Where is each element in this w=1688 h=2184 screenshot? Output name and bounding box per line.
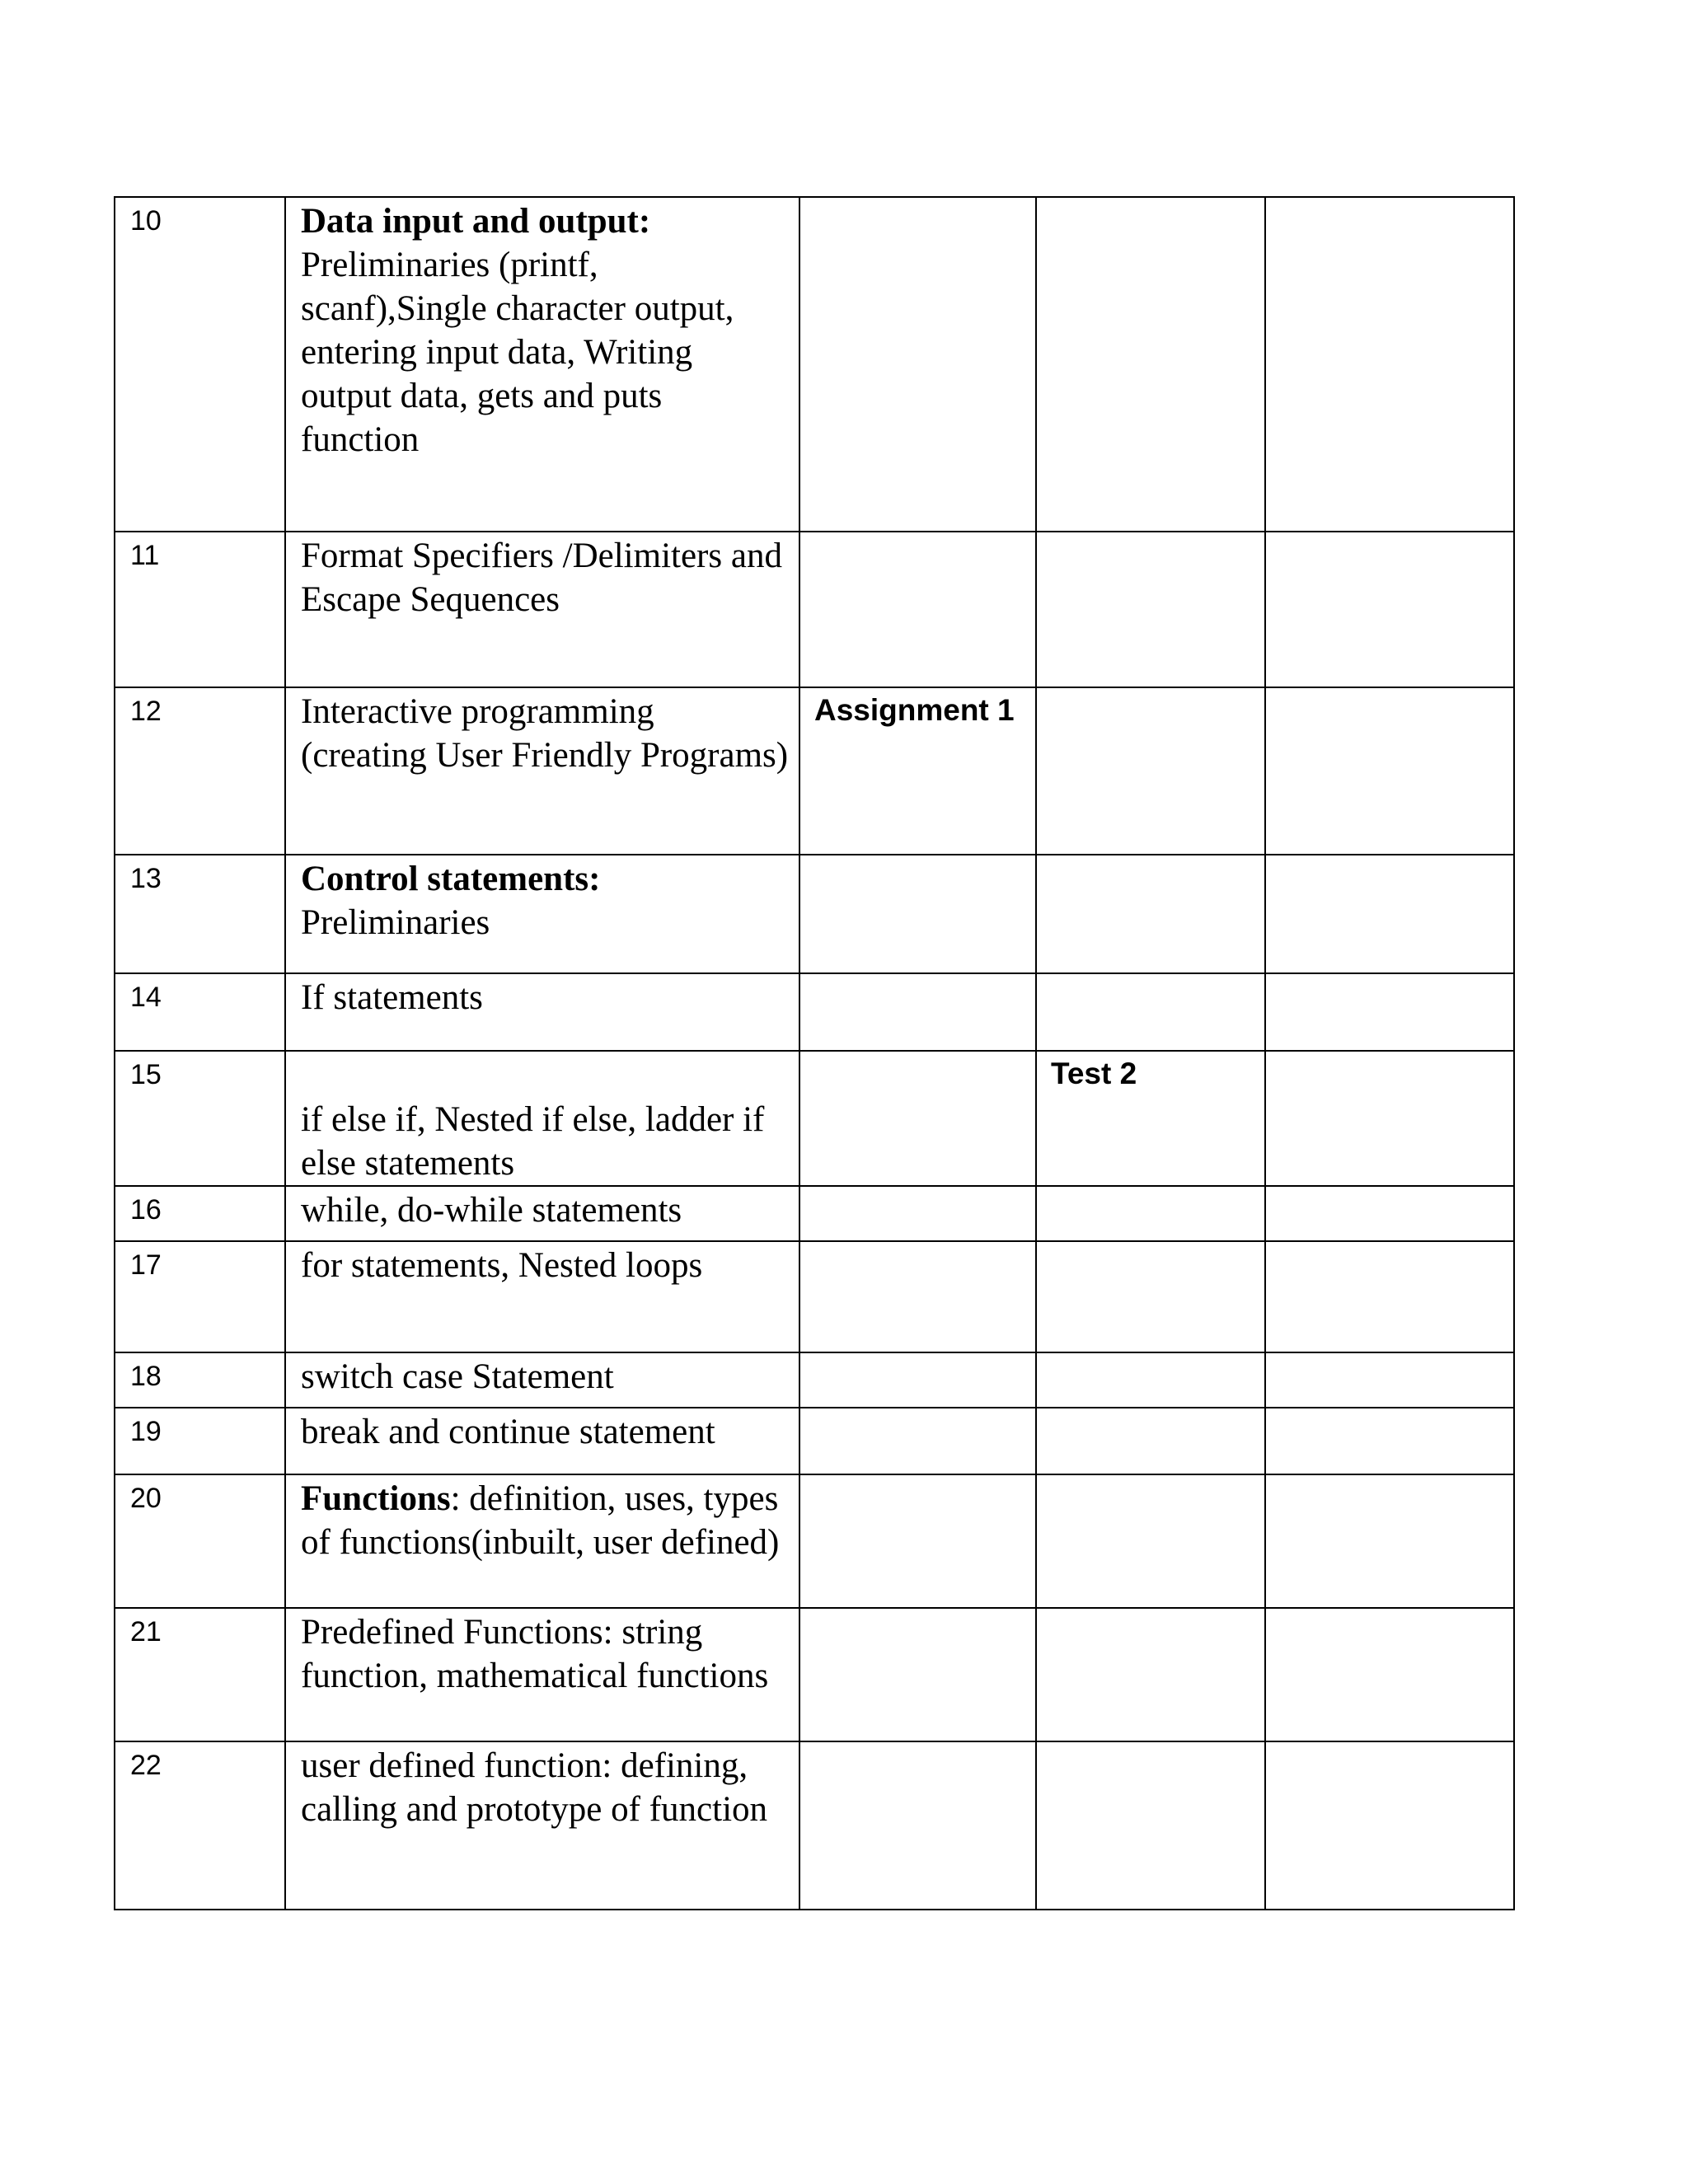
- table-row: [115, 1408, 1514, 1474]
- topic-text: [286, 1052, 799, 1185]
- topic-text: [286, 974, 799, 1019]
- lecture-number-cell: [115, 532, 285, 687]
- lecture-number: 16: [130, 1194, 162, 1226]
- remarks-text: [1266, 532, 1513, 536]
- topic-detail: Predefined Functions: string function, mathematical functions: [301, 1613, 769, 1695]
- remarks-text: [1266, 1609, 1513, 1612]
- test-cell: [1036, 1741, 1265, 1910]
- test-text: [1037, 532, 1264, 536]
- lecture-number-cell: [115, 1186, 285, 1241]
- lecture-number: 19: [130, 1416, 162, 1447]
- assignment-cell: [799, 532, 1036, 687]
- lecture-number: 20: [130, 1483, 162, 1514]
- remarks-cell: [1265, 1741, 1514, 1910]
- test-cell: [1036, 855, 1265, 973]
- table-row: [115, 197, 1514, 532]
- test-text: [1037, 1187, 1264, 1190]
- topic-detail: Interactive programming (creating User Friendly Programs): [301, 692, 789, 775]
- assignment-text: [800, 1187, 1035, 1190]
- assignment-cell: [799, 855, 1036, 973]
- remarks-cell: [1265, 1474, 1514, 1608]
- lecture-number-cell: [115, 855, 285, 973]
- test-cell: [1036, 1408, 1265, 1474]
- topic-detail: Format Specifiers /Delimiters and Escape Sequences: [301, 537, 782, 619]
- topic-text: [286, 1242, 799, 1287]
- remarks-cell: [1265, 855, 1514, 973]
- topic-heading: Data input and output:: [301, 202, 651, 241]
- remarks-cell: [1265, 1608, 1514, 1741]
- remarks-text: [1266, 1353, 1513, 1357]
- topic-detail: If statements: [301, 978, 483, 1017]
- topic-text: [286, 1609, 799, 1698]
- topic-cell: [285, 1474, 799, 1608]
- lecture-number: 13: [130, 863, 162, 894]
- remarks-cell: [1265, 1051, 1514, 1186]
- lecture-number: 11: [130, 540, 160, 571]
- test-text: [1037, 198, 1264, 201]
- lecture-number: 14: [130, 982, 162, 1013]
- remarks-text: [1266, 1408, 1513, 1412]
- test-cell: [1036, 1352, 1265, 1408]
- remarks-cell: [1265, 1408, 1514, 1474]
- assignment-cell: [799, 1352, 1036, 1408]
- lecture-number-cell: [115, 1608, 285, 1741]
- test-text: [1037, 1742, 1264, 1746]
- topic-cell: [285, 687, 799, 855]
- remarks-text: [1266, 1187, 1513, 1190]
- lesson-plan-table: [114, 196, 1515, 1910]
- assignment-text: [800, 1052, 1035, 1055]
- topic-detail: break and continue statement: [301, 1413, 715, 1451]
- topic-text: [286, 532, 799, 621]
- assignment-text: Assignment 1: [814, 693, 1015, 727]
- test-text: [1037, 855, 1264, 859]
- assignment-cell: [799, 1408, 1036, 1474]
- topic-text: [286, 688, 799, 777]
- test-cell: [1036, 687, 1265, 855]
- topic-heading: Control statements:: [301, 860, 601, 898]
- topic-detail: if else if, Nested if else, ladder if else statements: [301, 1100, 765, 1183]
- topic-text: [286, 1475, 799, 1564]
- remarks-cell: [1265, 1352, 1514, 1408]
- lecture-number-cell: [115, 1241, 285, 1352]
- remarks-text: [1266, 198, 1513, 201]
- table-row: [115, 1186, 1514, 1241]
- topic-detail: Preliminaries: [301, 903, 490, 942]
- test-text: [1037, 1242, 1264, 1245]
- topic-text: [286, 1742, 799, 1831]
- remarks-cell: [1265, 532, 1514, 687]
- table-row: [115, 1474, 1514, 1608]
- remarks-cell: [1265, 1241, 1514, 1352]
- remarks-text: [1266, 1742, 1513, 1746]
- test-text: Test 2: [1051, 1057, 1137, 1090]
- test-cell: [1036, 197, 1265, 532]
- table-row: [115, 1051, 1514, 1186]
- assignment-text: [800, 1408, 1035, 1412]
- test-text: [1037, 1475, 1264, 1479]
- topic-cell: [285, 855, 799, 973]
- test-text: [1037, 1408, 1264, 1412]
- lecture-number: 22: [130, 1750, 162, 1781]
- assignment-cell: [799, 687, 1036, 855]
- assignment-cell: [799, 1608, 1036, 1741]
- test-cell: [1036, 1051, 1265, 1186]
- assignment-text: [800, 198, 1035, 201]
- assignment-text: [800, 1742, 1035, 1746]
- assignment-cell: [799, 1241, 1036, 1352]
- assignment-cell: [799, 973, 1036, 1051]
- test-cell: [1036, 973, 1265, 1051]
- lecture-number-cell: [115, 687, 285, 855]
- assignment-text: [800, 1242, 1035, 1245]
- table-row: [115, 687, 1514, 855]
- table-row: [115, 973, 1514, 1051]
- lecture-number: 15: [130, 1059, 162, 1090]
- table-row: [115, 1741, 1514, 1910]
- test-cell: [1036, 1474, 1265, 1608]
- remarks-cell: [1265, 687, 1514, 855]
- assignment-text: [800, 1609, 1035, 1612]
- topic-text: [286, 1187, 799, 1232]
- topic-cell: [285, 973, 799, 1051]
- assignment-cell: [799, 1051, 1036, 1186]
- topic-heading: Functions: [301, 1479, 451, 1518]
- lecture-number: 18: [130, 1361, 162, 1392]
- topic-detail: while, do-while statements: [301, 1191, 682, 1230]
- remarks-text: [1266, 1052, 1513, 1055]
- assignment-text: [800, 855, 1035, 859]
- topic-cell: [285, 1352, 799, 1408]
- table-row: [115, 1241, 1514, 1352]
- topic-cell: [285, 1408, 799, 1474]
- remarks-text: [1266, 974, 1513, 977]
- test-cell: [1036, 532, 1265, 687]
- test-text: [1037, 1609, 1264, 1612]
- test-cell: [1036, 1241, 1265, 1352]
- assignment-cell: [799, 1741, 1036, 1910]
- assignment-cell: [799, 1474, 1036, 1608]
- topic-cell: [285, 532, 799, 687]
- topic-cell: [285, 1741, 799, 1910]
- table-row: [115, 1608, 1514, 1741]
- remarks-text: [1266, 688, 1513, 691]
- test-cell: [1036, 1186, 1265, 1241]
- topic-cell: [285, 1051, 799, 1186]
- topic-text: [286, 1353, 799, 1399]
- test-cell: [1036, 1608, 1265, 1741]
- topic-detail: : definition, uses, types of functions(inbuilt, user defined): [301, 1479, 780, 1562]
- lecture-number-cell: [115, 973, 285, 1051]
- remarks-cell: [1265, 197, 1514, 532]
- assignment-text: [800, 1353, 1035, 1357]
- topic-cell: [285, 1608, 799, 1741]
- assignment-cell: [799, 1186, 1036, 1241]
- topic-cell: [285, 197, 799, 532]
- test-text: [1037, 688, 1264, 691]
- topic-cell: [285, 1186, 799, 1241]
- lecture-number-cell: [115, 1741, 285, 1910]
- table-row: [115, 855, 1514, 973]
- lecture-number: 12: [130, 696, 162, 727]
- lecture-number-cell: [115, 1051, 285, 1186]
- topic-text: [286, 1408, 799, 1454]
- topic-detail: user defined function: defining, calling and prototype of function: [301, 1746, 768, 1829]
- topic-detail: switch case Statement: [301, 1357, 614, 1396]
- assignment-cell: [799, 197, 1036, 532]
- lecture-number: 17: [130, 1249, 162, 1281]
- remarks-cell: [1265, 973, 1514, 1051]
- lecture-number: 10: [130, 205, 162, 237]
- topic-detail: for statements, Nested loops: [301, 1246, 703, 1285]
- test-text: [1037, 974, 1264, 977]
- lecture-number-cell: [115, 1474, 285, 1608]
- topic-detail: Preliminaries (printf, scanf),Single character output, entering input data, Writing output data, gets and puts function: [301, 246, 734, 459]
- lecture-number-cell: [115, 197, 285, 532]
- remarks-cell: [1265, 1186, 1514, 1241]
- table-row: [115, 532, 1514, 687]
- lecture-number-cell: [115, 1408, 285, 1474]
- test-text: [1037, 1353, 1264, 1357]
- lecture-number-cell: [115, 1352, 285, 1408]
- assignment-text: [800, 532, 1035, 536]
- lecture-number: 21: [130, 1616, 162, 1647]
- remarks-text: [1266, 1242, 1513, 1245]
- topic-text: [286, 198, 799, 462]
- assignment-text: [800, 1475, 1035, 1479]
- remarks-text: [1266, 855, 1513, 859]
- topic-cell: [285, 1241, 799, 1352]
- assignment-text: [800, 974, 1035, 977]
- table-row: [115, 1352, 1514, 1408]
- remarks-text: [1266, 1475, 1513, 1479]
- topic-text: [286, 855, 799, 944]
